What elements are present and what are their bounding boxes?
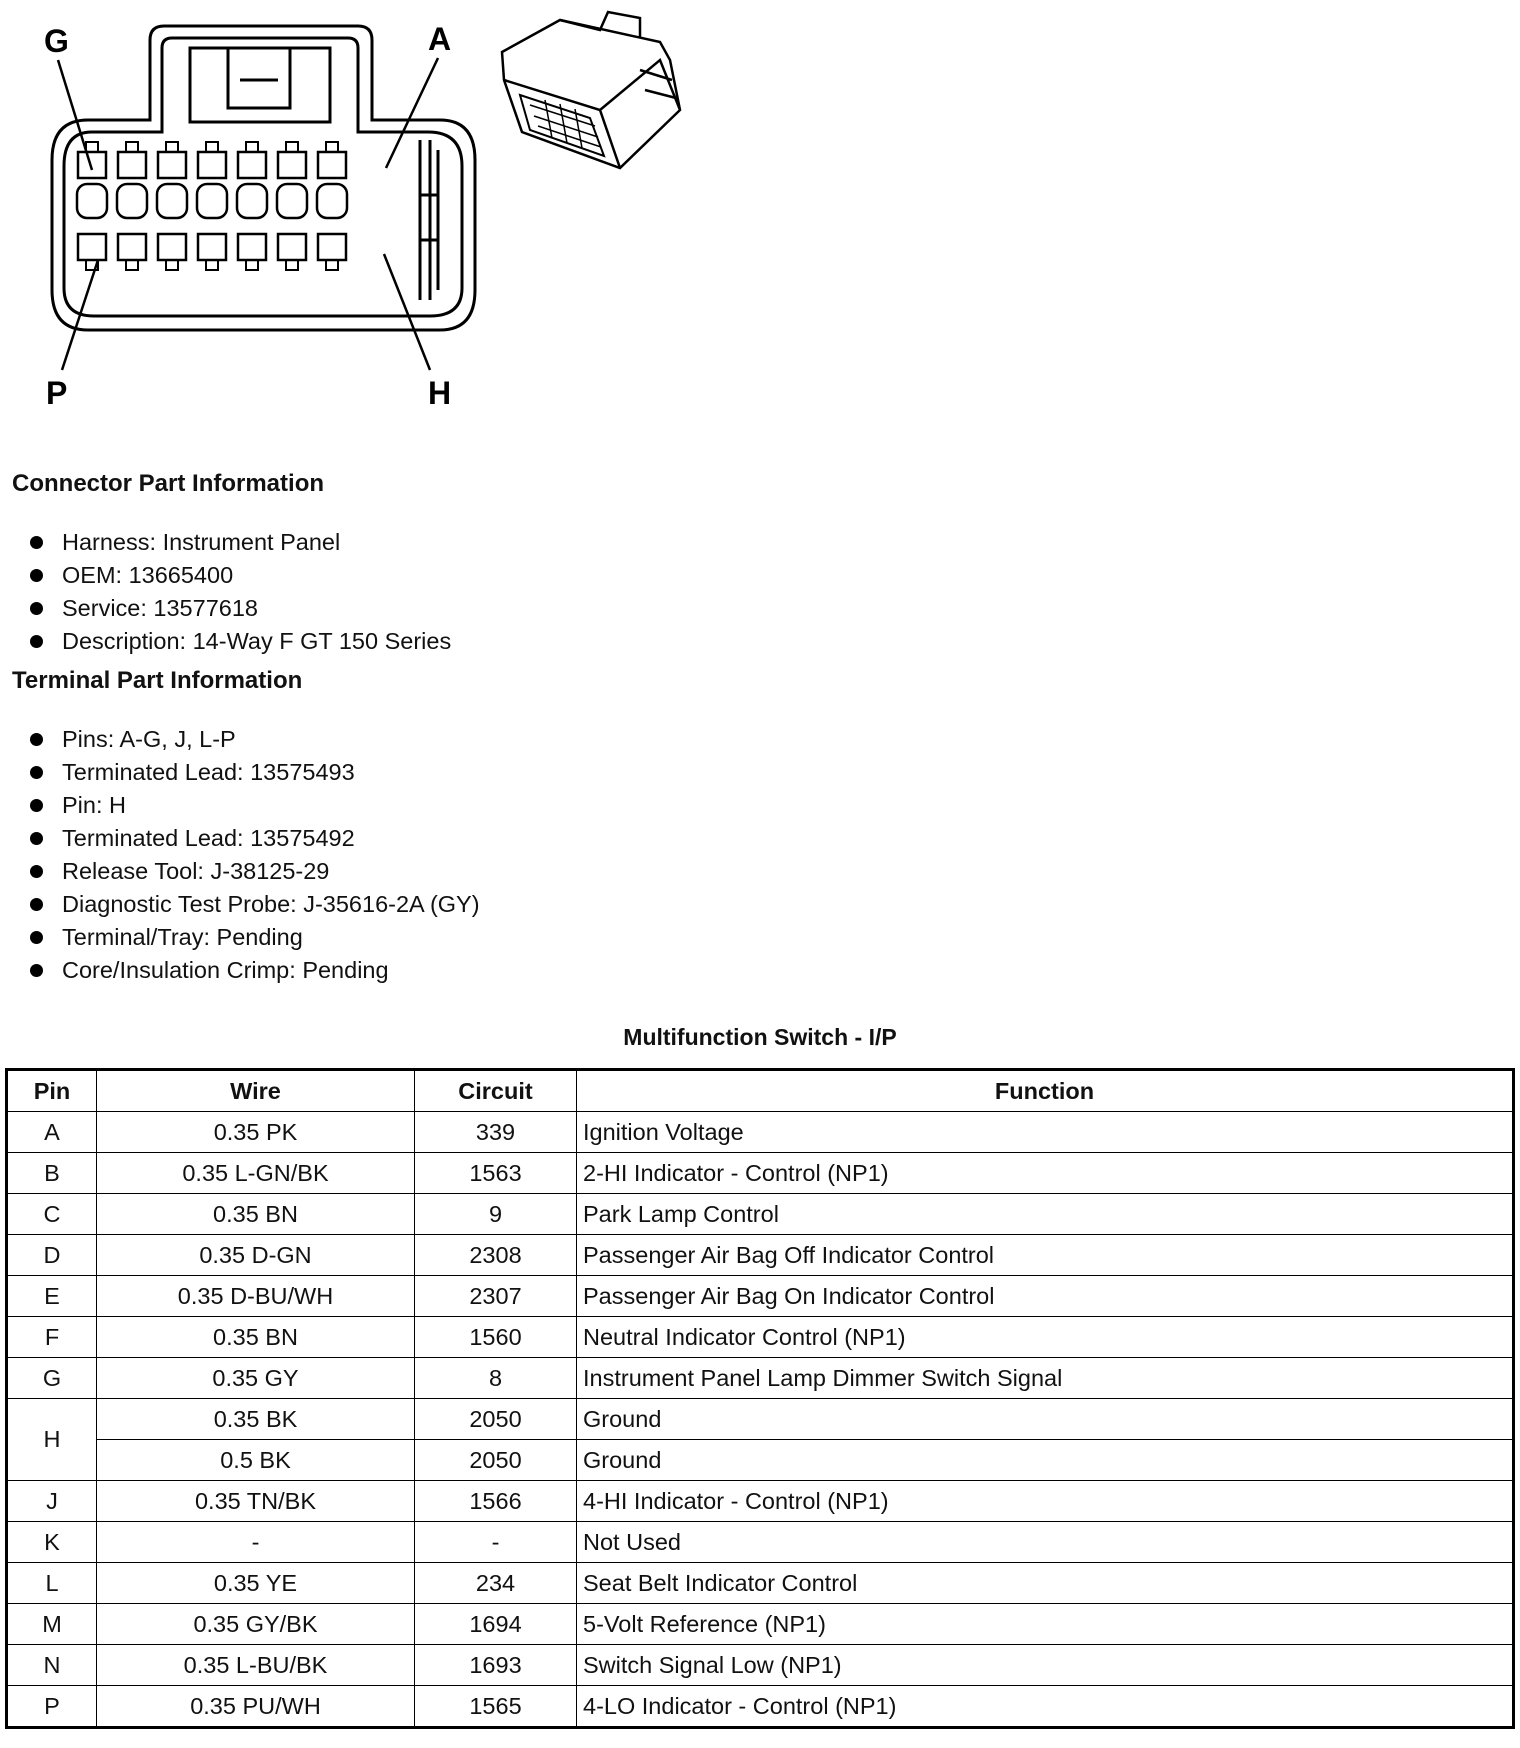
cell-circuit: 2050: [415, 1440, 577, 1481]
cell-function: 4-LO Indicator - Control (NP1): [577, 1686, 1514, 1728]
list-item: Description: 14-Way F GT 150 Series: [12, 625, 912, 658]
pin-latch: [166, 260, 178, 270]
pin-latch: [206, 142, 218, 152]
connector-part-info: [12, 470, 912, 658]
cell-circuit: -: [415, 1522, 577, 1563]
cell-wire: 0.35 GY/BK: [97, 1604, 415, 1645]
cell-wire: 0.35 D-GN: [97, 1235, 415, 1276]
list-item: Terminated Lead: 13575493: [12, 756, 912, 789]
cell-pin: G: [7, 1358, 97, 1399]
list-item: Pins: A-G, J, L-P: [12, 723, 912, 756]
pin-cavity: [158, 234, 186, 260]
cell-circuit: 1560: [415, 1317, 577, 1358]
cell-wire: 0.35 BN: [97, 1194, 415, 1235]
pin-latch: [326, 142, 338, 152]
cell-circuit: 234: [415, 1563, 577, 1604]
terminal-part-info: [12, 667, 912, 987]
cell-pin: K: [7, 1522, 97, 1563]
table-row: [7, 1112, 1514, 1153]
pin-latch: [246, 260, 258, 270]
cell-wire: 0.5 BK: [97, 1440, 415, 1481]
cell-wire: 0.35 YE: [97, 1563, 415, 1604]
cell-wire: 0.35 GY: [97, 1358, 415, 1399]
table-header-row: [7, 1070, 1514, 1112]
pin-cavity: [318, 152, 346, 178]
pin-latch: [86, 142, 98, 152]
pin-label-a: A: [428, 21, 452, 57]
cell-function: Neutral Indicator Control (NP1): [577, 1317, 1514, 1358]
cell-circuit: 2050: [415, 1399, 577, 1440]
table-row: [7, 1522, 1514, 1563]
connector-info-heading: Connector Part Information: [12, 470, 325, 497]
pin-seal: [317, 184, 347, 218]
pin-cavity: [198, 152, 226, 178]
cell-function: Not Used: [577, 1522, 1514, 1563]
cell-pin: F: [7, 1317, 97, 1358]
cell-wire: 0.35 BK: [97, 1399, 415, 1440]
table-row: [7, 1399, 1514, 1440]
pin-seal: [237, 184, 267, 218]
pin-cavity: [78, 152, 106, 178]
pin-cell-group: [77, 142, 347, 270]
pin-seal: [157, 184, 187, 218]
pinout-table: [5, 1068, 1515, 1729]
cell-circuit: 8: [415, 1358, 577, 1399]
cell-wire: 0.35 D-BU/WH: [97, 1276, 415, 1317]
table-title: Multifunction Switch - I/P: [623, 1024, 897, 1050]
cell-pin: P: [7, 1686, 97, 1728]
table-row: [7, 1276, 1514, 1317]
pin-label-p: P: [46, 375, 68, 411]
table-row: [7, 1563, 1514, 1604]
table-row: [7, 1153, 1514, 1194]
list-item: Diagnostic Test Probe: J-35616-2A (GY): [12, 888, 912, 921]
cell-wire: 0.35 L-GN/BK: [97, 1153, 415, 1194]
pin-cavity: [238, 152, 266, 178]
terminal-info-heading: Terminal Part Information: [12, 667, 303, 694]
pin-latch: [246, 142, 258, 152]
table-row: [7, 1194, 1514, 1235]
table-row: [7, 1358, 1514, 1399]
cell-function: 2-HI Indicator - Control (NP1): [577, 1153, 1514, 1194]
list-item: Harness: Instrument Panel: [12, 526, 912, 559]
cell-circuit: 2307: [415, 1276, 577, 1317]
cell-wire: 0.35 PU/WH: [97, 1686, 415, 1728]
list-item: Terminated Lead: 13575492: [12, 822, 912, 855]
pin-cavity: [158, 152, 186, 178]
table-row: [7, 1645, 1514, 1686]
cell-pin: C: [7, 1194, 97, 1235]
pin-latch: [286, 260, 298, 270]
cell-wire: 0.35 TN/BK: [97, 1481, 415, 1522]
list-item: Service: 13577618: [12, 592, 912, 625]
list-item: Release Tool: J-38125-29: [12, 855, 912, 888]
pin-cavity: [278, 234, 306, 260]
cell-function: Seat Belt Indicator Control: [577, 1563, 1514, 1604]
cell-function: Passenger Air Bag On Indicator Control: [577, 1276, 1514, 1317]
cell-pin: D: [7, 1235, 97, 1276]
pin-cavity: [118, 234, 146, 260]
cell-circuit: 1693: [415, 1645, 577, 1686]
callout-lines: [58, 58, 438, 370]
cell-pin: B: [7, 1153, 97, 1194]
cell-function: 4-HI Indicator - Control (NP1): [577, 1481, 1514, 1522]
cell-circuit: 9: [415, 1194, 577, 1235]
cell-circuit: 1694: [415, 1604, 577, 1645]
header-wire: Wire: [97, 1070, 415, 1112]
pin-latch: [126, 260, 138, 270]
cell-function: Ground: [577, 1440, 1514, 1481]
pin-latch: [126, 142, 138, 152]
pin-seal: [117, 184, 147, 218]
list-item: Core/Insulation Crimp: Pending: [12, 954, 912, 987]
cell-wire: 0.35 L-BU/BK: [97, 1645, 415, 1686]
pin-label-h: H: [428, 375, 452, 411]
pin-latch: [206, 260, 218, 270]
pin-cavity: [118, 152, 146, 178]
list-item: Terminal/Tray: Pending: [12, 921, 912, 954]
cell-pin: M: [7, 1604, 97, 1645]
header-circuit: Circuit: [415, 1070, 577, 1112]
pin-seal: [197, 184, 227, 218]
cell-pin: H: [7, 1399, 97, 1481]
table-row: [7, 1440, 1514, 1481]
header-function: Function: [577, 1070, 1514, 1112]
list-item: OEM: 13665400: [12, 559, 912, 592]
cell-function: Ignition Voltage: [577, 1112, 1514, 1153]
cell-circuit: 2308: [415, 1235, 577, 1276]
table-row: [7, 1235, 1514, 1276]
cell-function: 5-Volt Reference (NP1): [577, 1604, 1514, 1645]
table-body: [7, 1112, 1514, 1728]
pin-label-g: G: [44, 23, 69, 59]
cell-pin: L: [7, 1563, 97, 1604]
pin-cavity: [278, 152, 306, 178]
cell-circuit: 1565: [415, 1686, 577, 1728]
cell-wire: 0.35 PK: [97, 1112, 415, 1153]
pin-cavity: [198, 234, 226, 260]
connector-info-list: [12, 526, 912, 658]
header-pin: Pin: [7, 1070, 97, 1112]
pin-cavity: [318, 234, 346, 260]
cell-pin: E: [7, 1276, 97, 1317]
terminal-info-list: [12, 723, 912, 987]
table-row: [7, 1604, 1514, 1645]
cell-pin: J: [7, 1481, 97, 1522]
pin-cavity: [78, 234, 106, 260]
cell-function: Instrument Panel Lamp Dimmer Switch Signal: [577, 1358, 1514, 1399]
table-row: [7, 1481, 1514, 1522]
list-item: Pin: H: [12, 789, 912, 822]
connector-isometric-view: [502, 12, 680, 168]
pin-seal: [277, 184, 307, 218]
pin-latch: [166, 142, 178, 152]
cell-circuit: 339: [415, 1112, 577, 1153]
cell-function: Ground: [577, 1399, 1514, 1440]
cell-pin: A: [7, 1112, 97, 1153]
pin-seal: [77, 184, 107, 218]
pin-latch: [286, 142, 298, 152]
cell-circuit: 1566: [415, 1481, 577, 1522]
pin-latch: [326, 260, 338, 270]
connector-diagram: [0, 0, 720, 420]
cell-circuit: 1563: [415, 1153, 577, 1194]
table-row: [7, 1317, 1514, 1358]
cell-function: Switch Signal Low (NP1): [577, 1645, 1514, 1686]
table-row: [7, 1686, 1514, 1728]
cell-function: Passenger Air Bag Off Indicator Control: [577, 1235, 1514, 1276]
cell-wire: 0.35 BN: [97, 1317, 415, 1358]
cell-wire: -: [97, 1522, 415, 1563]
cell-function: Park Lamp Control: [577, 1194, 1514, 1235]
cell-pin: N: [7, 1645, 97, 1686]
pin-cavity: [238, 234, 266, 260]
